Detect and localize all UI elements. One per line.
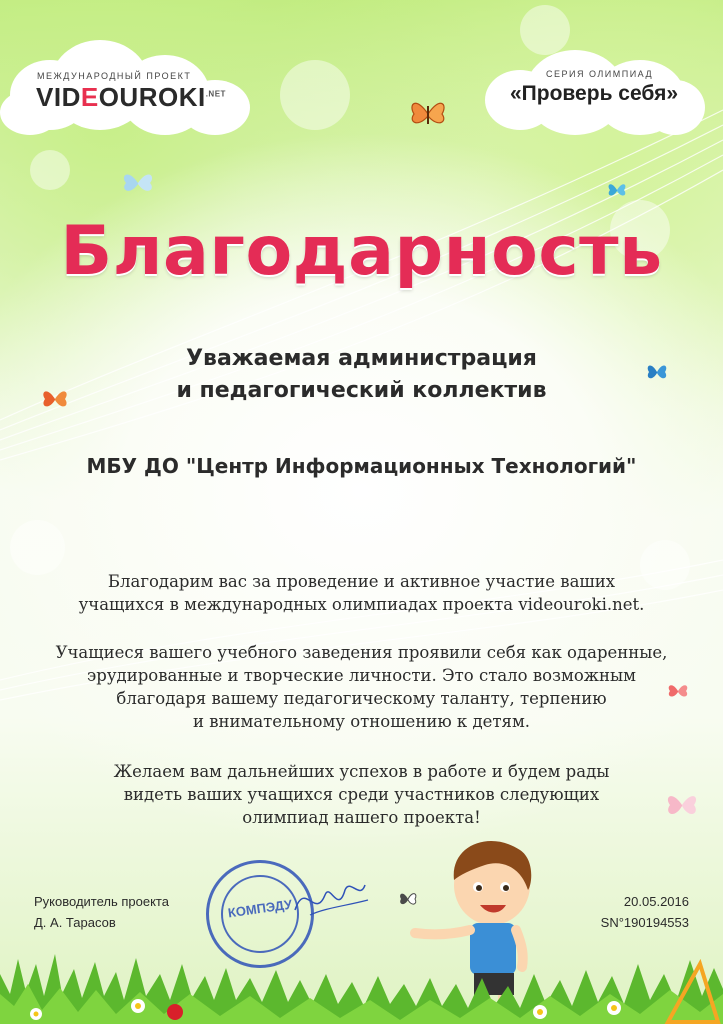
project-label: МЕЖДУНАРОДНЫЙ ПРОЕКТ	[37, 71, 192, 81]
signature	[290, 870, 370, 930]
grass-decoration	[0, 934, 723, 1024]
serial-number: SN°190194553	[600, 915, 689, 930]
signer-name: Д. А. Тарасов	[34, 915, 116, 930]
logo-text-accent: E	[80, 82, 99, 112]
paragraph-line: Желаем вам дальнейших успехов в работе и будем рады	[113, 762, 610, 781]
paragraph-line: Благодарим вас за проведение и активное участие ваших	[107, 572, 616, 591]
paragraph-line: олимпиад нашего проекта!	[242, 808, 481, 827]
signer-block	[34, 891, 169, 933]
paragraph-line: и внимательному отношению к детям.	[192, 712, 531, 731]
series-title: «Проверь себя»	[510, 82, 679, 105]
addressee-line-2: и педагогический коллектив	[176, 378, 547, 403]
paragraph-3	[0, 760, 723, 829]
page-title: Благодарность	[60, 212, 663, 291]
document-meta	[596, 891, 689, 933]
logo-text-part: OUROKI	[98, 82, 206, 112]
addressee-line-1: Уважаемая администрация	[186, 346, 537, 371]
paragraph-line: видеть ваших учащихся среди участников следующих	[123, 785, 600, 804]
paragraph-line: благодаря вашему педагогическому таланту, терпению	[116, 689, 607, 708]
logo-suffix: .NET	[205, 89, 226, 99]
butterfly-icon	[606, 180, 628, 200]
logo-text-part: VID	[36, 82, 81, 112]
paragraph-2	[0, 641, 723, 733]
paragraph-1	[0, 570, 723, 616]
paragraph-line: Учащиеся вашего учебного заведения проявили себя как одаренные,	[55, 643, 668, 662]
series-label: СЕРИЯ ОЛИМПИАД	[546, 69, 654, 79]
stamp-text: КОМПЭДУ	[226, 896, 294, 921]
butterfly-icon	[120, 168, 156, 198]
organization-name: МБУ ДО "Центр Информационных Технологий"	[86, 454, 637, 478]
paragraph-line: эрудированные и творческие личности. Это стало возможным	[87, 666, 636, 685]
videouroki-logo[interactable]	[36, 82, 226, 113]
butterfly-icon	[406, 92, 450, 136]
issue-date: 20.05.2016	[623, 894, 689, 909]
paragraph-line: учащихся в международных олимпиадах проекта videouroki.net.	[78, 595, 645, 614]
signer-role: Руководитель проекта	[34, 894, 169, 909]
